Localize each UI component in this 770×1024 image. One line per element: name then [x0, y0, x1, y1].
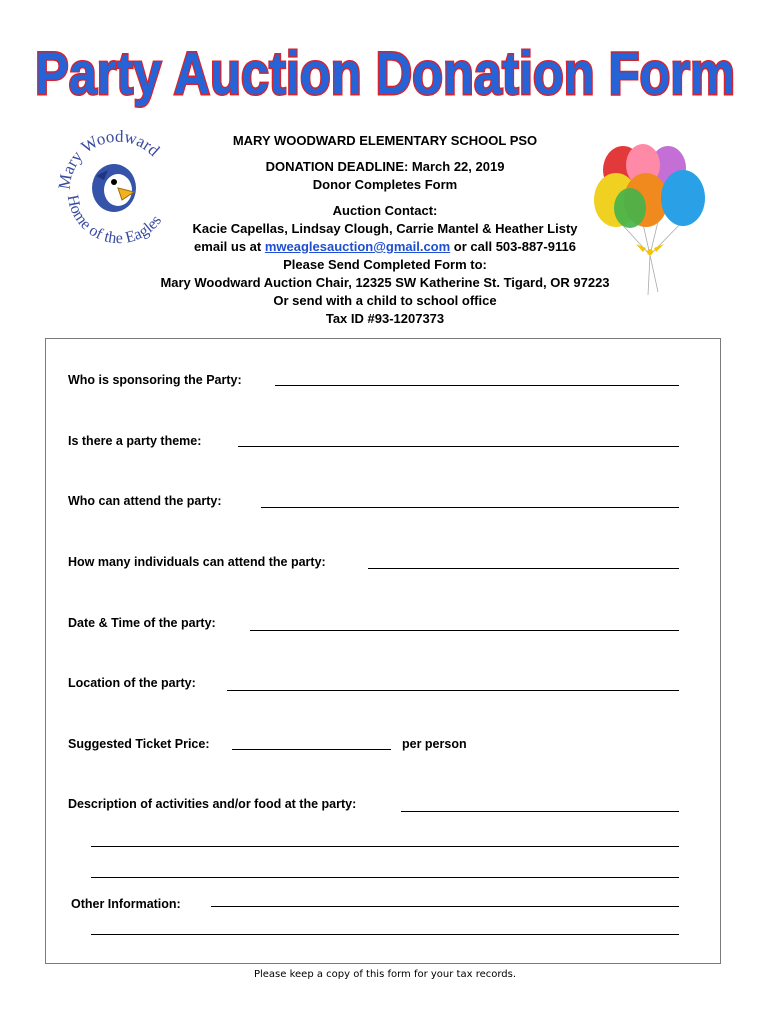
contact-email-line [130, 238, 640, 256]
email-prefix: email us at [194, 239, 265, 254]
location-label: Location of the party: [68, 676, 196, 690]
contact-heading: Auction Contact: [332, 203, 438, 218]
other-info-label: Other Information: [71, 897, 181, 911]
how-many-label: How many individuals can attend the party: [68, 555, 326, 569]
sponsor-field[interactable] [275, 385, 679, 386]
email-link[interactable]: mweaglesauction@gmail.com [264, 239, 451, 254]
ticket-price-field[interactable] [232, 749, 391, 750]
attend-label: Who can attend the party: [68, 494, 222, 508]
how-many-field[interactable] [368, 568, 679, 569]
description-label: Description of activities and/or food at the party: [68, 797, 357, 811]
school-office-note: Or send with a child to school office [273, 293, 497, 308]
logo-arc-top: Mary Woodward [54, 126, 164, 191]
mailing-address: Mary Woodward Auction Chair, 12325 SW Katherine St. Tigard, OR 97223 [160, 275, 610, 290]
description-field-1[interactable] [401, 811, 679, 812]
send-to-heading: Please Send Completed Form to: [283, 257, 487, 272]
form-title-text: Party Auction Donation Form [35, 40, 735, 107]
per-person-label: per person [402, 737, 467, 751]
date-time-field[interactable] [250, 630, 679, 631]
description-field-2[interactable] [91, 846, 679, 847]
form-box [45, 338, 721, 964]
tax-records-note: Please keep a copy of this form for your tax records. [253, 969, 517, 980]
logo-arc-bottom: Home of the Eagles [63, 193, 166, 248]
school-name: MARY WOODWARD ELEMENTARY SCHOOL PSO [232, 133, 538, 148]
contact-names: Kacie Capellas, Lindsay Clough, Carrie Mantel & Heather Listy [192, 221, 578, 236]
form-title [30, 32, 740, 112]
donor-completes: Donor Completes Form [312, 177, 458, 192]
theme-label: Is there a party theme: [68, 434, 202, 448]
ticket-price-label: Suggested Ticket Price: [68, 737, 210, 751]
tax-id: Tax ID #93-1207373 [325, 311, 445, 326]
attend-field[interactable] [261, 507, 679, 508]
other-info-field-2[interactable] [91, 934, 679, 935]
email-suffix: or call 503-887-9116 [450, 239, 576, 254]
theme-field[interactable] [238, 446, 679, 447]
date-time-label: Date & Time of the party: [68, 616, 216, 630]
donation-deadline: DONATION DEADLINE: March 22, 2019 [265, 159, 505, 174]
sponsor-label: Who is sponsoring the Party: [68, 373, 242, 387]
description-field-3[interactable] [91, 877, 679, 878]
other-info-field-1[interactable] [211, 906, 679, 907]
location-field[interactable] [227, 690, 679, 691]
